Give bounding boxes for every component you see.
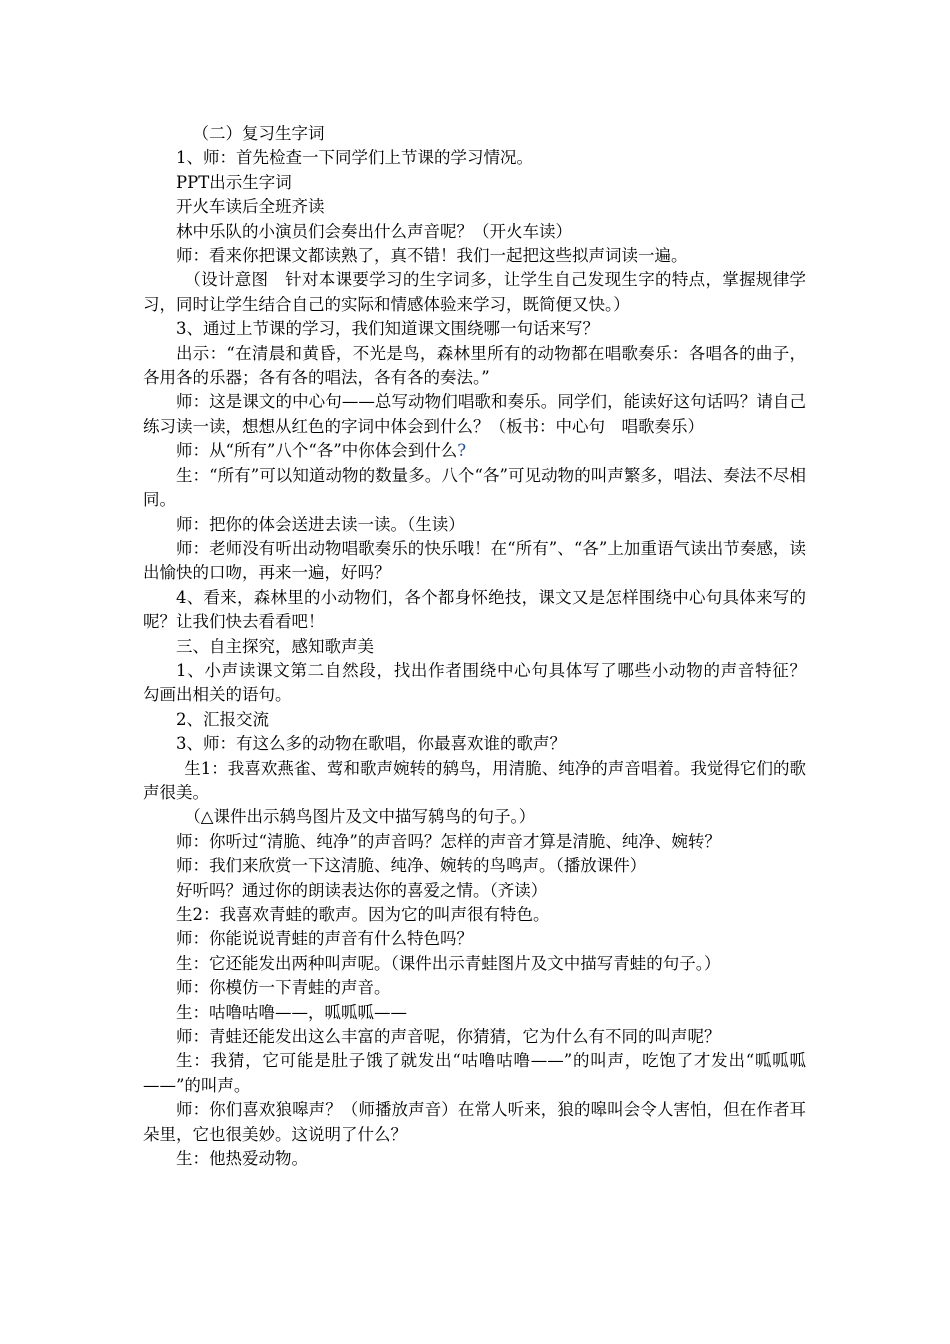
paragraph: 1、小声读课文第二自然段，找出作者围绕中心句具体写了哪些小动物的声音特征？ 勾画出相关的语句。 (143, 660, 823, 705)
paragraph: 4、看来，森林里的小动物们，各个都身怀绝技，课文又是怎样围绕中心句具体来写的呢？让我们快去看看吧！ (143, 587, 806, 632)
paragraph: 生：他热爱动物。 (176, 1149, 308, 1169)
paragraph: 生1：我喜欢燕雀、莺和歌声婉转的鸫鸟，用清脆、纯净的声音唱着。我觉得它们的歌声很美。 (143, 758, 806, 802)
paragraph (143, 439, 806, 463)
paragraph: 师：你能说说青蛙的声音有什么特色吗？ (176, 929, 473, 949)
question-mark: ? (457, 441, 467, 461)
paragraph: PPT出示生字词 (176, 172, 292, 192)
paragraph: 师：我们来欣赏一下这清脆、纯净、婉转的鸟鸣声。（播放课件） (176, 856, 647, 876)
paragraph: 师：这是课文的中心句——总写动物们唱歌和奏乐。同学们，能读好这句话吗？请自己练习读一读，想想从红色的字词中体会到什么？（板书：中心句 唱歌奏乐） (143, 392, 806, 436)
paragraph: 好听吗？通过你的朗读表达你的喜爱之情。（齐读） (176, 880, 548, 900)
paragraph: 3、通过上节课的学习，我们知道课文围绕哪一句话来写？ (176, 319, 599, 339)
paragraph: 出示：“在清晨和黄昏，不光是鸟，森林里所有的动物都在唱歌奏乐：各唱各的曲子，各用各的乐器；各有各的唱法，各有各的奏法。” (143, 343, 806, 388)
section-heading-explore: 三、自主探究，感知歌声美 (176, 636, 374, 656)
paragraph-text: 师：从“所有”八个“各”中你体会到什么 (176, 441, 458, 461)
section-heading-review: （二）复习生字词 (192, 124, 325, 143)
paragraph: 生：它还能发出两种叫声呢。（课件出示青蛙图片及文中描写青蛙的句子。） (176, 953, 721, 973)
paragraph: 开火车读后全班齐读 (176, 197, 325, 217)
paragraph: 师：青蛙还能发出这么丰富的声音呢，你猜猜，它为什么有不同的叫声呢？ (176, 1027, 721, 1047)
paragraph: 2、汇报交流 (176, 709, 269, 729)
paragraph: 师：看来你把课文都读熟了，真不错！我们一起把这些拟声词读一遍。 (176, 246, 688, 266)
paragraph: 生：我猜，它可能是肚子饿了就发出“咕噜咕噜——”的叫声，吃饱了才发出“呱呱呱——”的叫声。 (143, 1051, 806, 1095)
design-intent-note: （设计意图 针对本课要学习的生字词多，让学生自己发现生字的特点，掌握规律学习，同时让学生结合自己的实际和情感体验来学习，既简便又快。） (143, 270, 806, 314)
paragraph: 林中乐队的小演员们会奏出什么声音呢？（开火车读） (176, 221, 572, 241)
paragraph: 师：把你的体会送进去读一读。（生读） (176, 514, 465, 534)
paragraph: 3、师：有这么多的动物在歌唱，你最喜欢谁的歌声？ (176, 734, 566, 754)
paragraph: 师：你听过“清脆、纯净”的声音吗？怎样的声音才算是清脆、纯净、婉转？ (176, 831, 721, 851)
paragraph: （△课件出示鸫鸟图片及文中描写鸫鸟的句子。） (184, 807, 536, 827)
paragraph: 师：老师没有听出动物唱歌奏乐的快乐哦！在“所有”、“各”上加重语气读出节奏感，读出愉快的口吻，再来一遍，好吗？ (143, 538, 806, 583)
document-body (143, 122, 823, 1171)
paragraph: 生2：我喜欢青蛙的歌声。因为它的叫声很有特色。 (176, 905, 550, 924)
paragraph: 师：你模仿一下青蛙的声音。 (176, 978, 391, 998)
paragraph: 生：咕噜咕噜——，呱呱呱—— (176, 1002, 407, 1022)
paragraph: 1、师：首先检查一下同学们上节课的学习情况。 (176, 148, 533, 168)
paragraph: 生：“所有”可以知道动物的数量多。八个“各”可见动物的叫声繁多，唱法、奏法不尽相同。 (143, 465, 806, 510)
paragraph: 师：你们喜欢狼嗥声？（师播放声音）在常人听来，狼的嗥叫会令人害怕，但在作者耳朵里，它也很美妙。这说明了什么？ (143, 1100, 806, 1144)
